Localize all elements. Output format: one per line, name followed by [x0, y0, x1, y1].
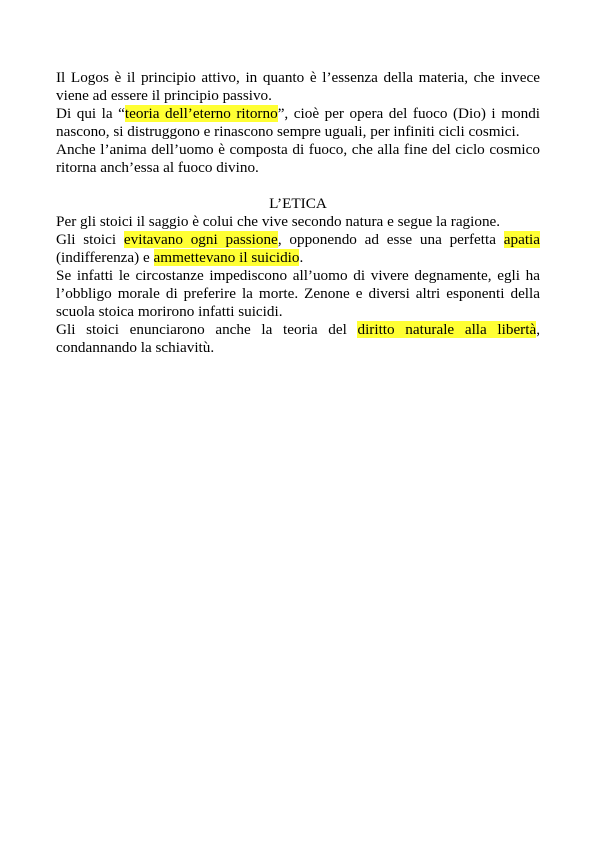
paragraph-eterno-ritorno — [56, 105, 540, 141]
paragraph-anima: Anche l’anima dell’uomo è composta di fuoco, che alla fine del ciclo cosmico ritorna anch’essa al fuoco divino. — [56, 141, 540, 176]
paragraph-logos: Il Logos è il principio attivo, in quanto è l’essenza della materia, che invece viene ad essere il principio passivo. — [56, 69, 540, 104]
paragraph-passione — [56, 231, 540, 267]
highlight-eterno-ritorno: teoria dell’eterno ritorno — [124, 105, 278, 122]
document-page — [56, 69, 540, 357]
text-segment: Gli stoici enunciarono anche la teoria del — [56, 321, 358, 338]
highlight-evitavano-passione: evitavano ogni passione — [123, 231, 278, 248]
paragraph-circostanze: Se infatti le circostanze impediscono all’uomo di vivere degnamente, egli ha l’obbligo morale di preferire la morte. Zenone e diversi altri esponenti della scuola stoica morirono infatti suicidi. — [56, 267, 540, 320]
text-segment: , opponendo ad esse una perfetta — [277, 231, 504, 248]
highlight-suicidio: ammettevano il suicidio — [153, 249, 300, 266]
text-segment: (indifferenza) e — [56, 249, 154, 266]
blank-line — [56, 177, 540, 195]
text-segment: Gli stoici — [56, 231, 124, 248]
paragraph-saggio: Per gli stoici il saggio è colui che vive secondo natura e segue la ragione. — [56, 213, 501, 230]
text-segment: Di qui la “ — [56, 105, 125, 122]
text-segment: , condannando la schiavitù. — [56, 321, 540, 356]
highlight-diritto-liberta: diritto naturale alla libertà — [357, 321, 537, 338]
paragraph-diritto-naturale — [56, 321, 540, 357]
text-segment: . — [299, 249, 304, 266]
text-segment: ”, cioè per opera del fuoco (Dio) i mondi nascono, si distruggono e rinascono sempre uguali, per infiniti cicli cosmici. — [56, 105, 541, 140]
highlight-apatia: apatia — [503, 231, 541, 248]
section-heading-etica: L’ETICA — [269, 195, 327, 212]
